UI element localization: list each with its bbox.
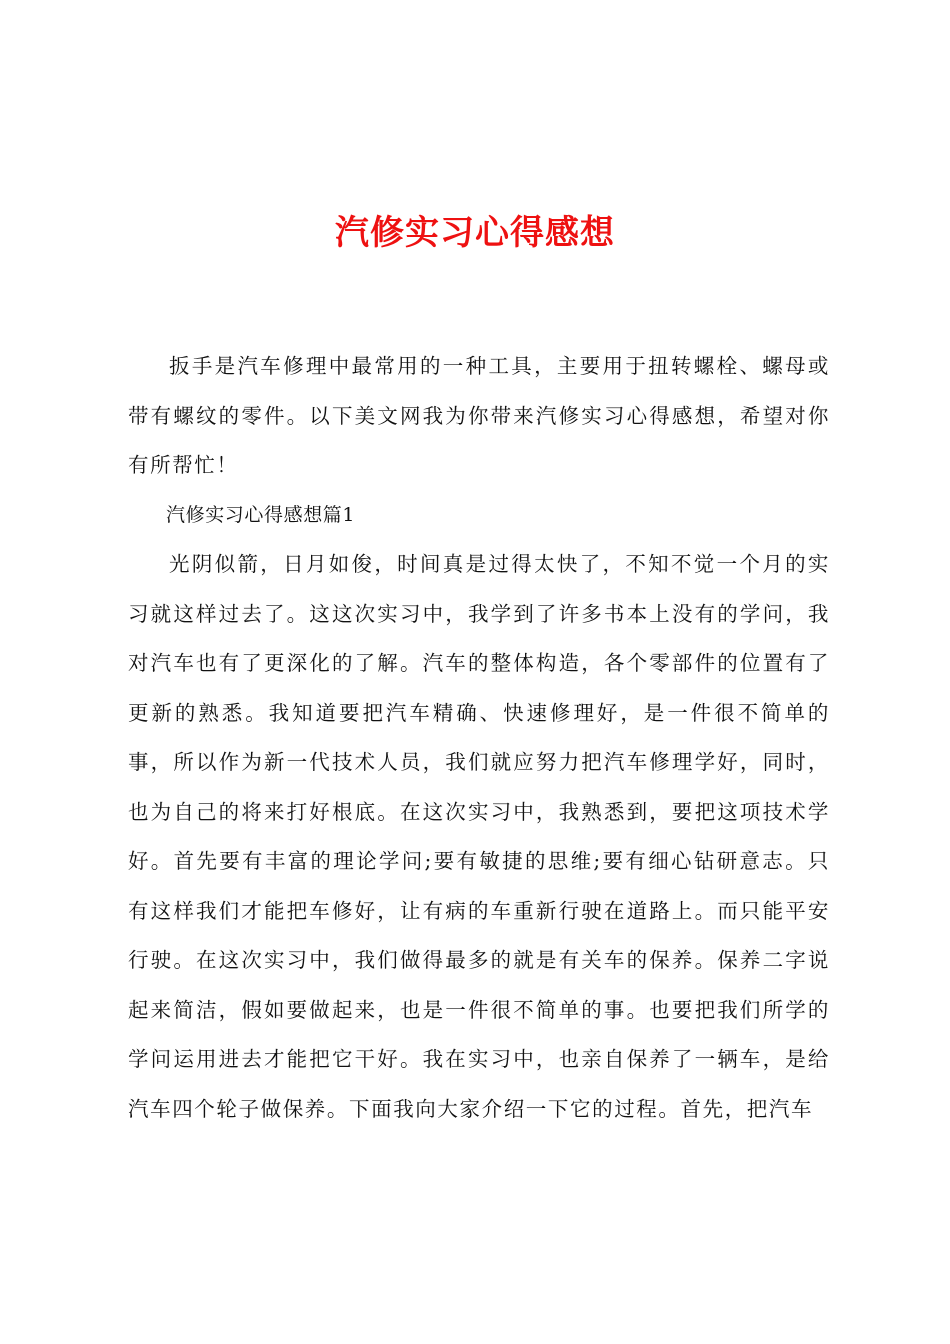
document-title: 汽修实习心得感想 bbox=[335, 213, 615, 253]
document-body bbox=[128, 342, 830, 1134]
section-paragraph: 光阴似箭，日月如俊，时间真是过得太快了，不知不觉一个月的实习就这样过去了。这这次实习中，我学到了许多书本上没有的学问，我对汽车也有了更深化的了解。汽车的整体构造，各个零部件的位置有了更新的熟悉。我知道要把汽车精确、快速修理好，是一件很不简单的事，所以作为新一代技术人员，我们就应努力把汽车修理学好，同时，也为自己的将来打好根底。在这次实习中，我熟悉到，要把这项技术学好。首先要有丰富的理论学问;要有敏捷的思维;要有细心钻研意志。只有这样我们才能把车修好，让有病的车重新行驶在道路上。而只能平安行驶。在这次实习中，我们做得最多的就是有关车的保养。保养二字说起来简洁，假如要做起来，也是一件很不简单的事。也要把我们所学的学问运用进去才能把它干好。我在实习中，也亲自保养了一辆车，是给汽车四个轮子做保养。下面我向大家介绍一下它的过程。首先，把汽车 bbox=[128, 552, 830, 1121]
intro-paragraph: 扳手是汽车修理中最常用的一种工具，主要用于扭转螺栓、螺母或带有螺纹的零件。以下美文网我为你带来汽修实习心得感想，希望对你有所帮忙！ bbox=[128, 354, 830, 477]
section-heading: 汽修实习心得感想篇1 bbox=[166, 503, 356, 526]
